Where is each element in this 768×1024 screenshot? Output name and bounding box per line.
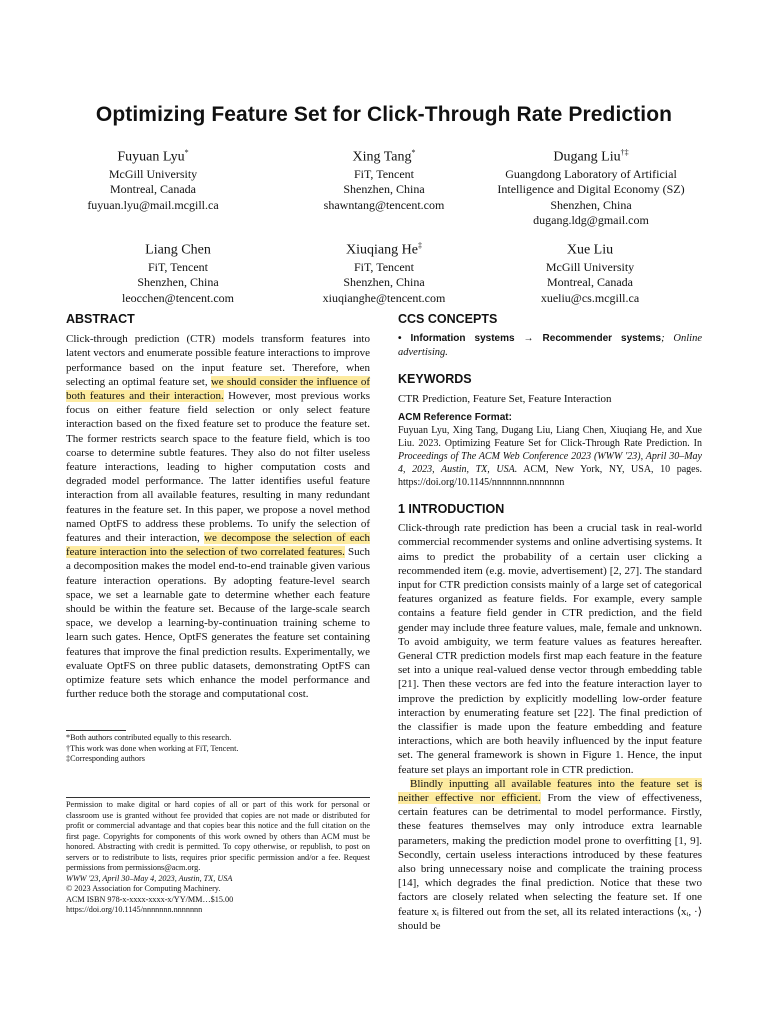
paper-title: Optimizing Feature Set for Click-Through Rate Prediction [95, 103, 673, 126]
author-name: Liang Chen [145, 242, 211, 258]
author-affiliation: FiT, Tencent [353, 259, 415, 274]
author-affiliation: FiT, Tencent [353, 166, 415, 181]
keywords-heading: KEYWORDS [398, 372, 472, 386]
author-name: Xue Liu [566, 242, 614, 258]
abstract-section [66, 312, 370, 701]
author-location: Montreal, Canada [547, 275, 633, 290]
copyright-line: © 2023 Association for Computing Machinery. [66, 884, 221, 893]
ccs-section [398, 312, 702, 360]
permission-text: Permission to make digital or hard copies of all or part of this work for personal or classroom use is granted without fee provided that copies are not made or distributed for profit or commercial advantage and that copies bear this notice and the full citation on the first page. Copyrights for components of this work owned by others than ACM must be honored. Abstracting with credit is permitted. To copy otherwise, or republish, to post on servers or to redistribute to lists, requires prior specific permission and/or a fee. Request permissions from permissions@acm.org. [66, 800, 370, 872]
acm-reference [398, 411, 702, 489]
isbn-line: ACM ISBN 978-x-xxxx-xxxx-x/YY/MM…$15.00 [66, 894, 234, 904]
doi-line: https://doi.org/10.1145/nnnnnnn.nnnnnnn [66, 905, 203, 914]
author-1 [33, 144, 273, 213]
intro-paragraph-1: Click-through rate prediction has been a crucial task in real-world commercial recommender systems and online advertising systems. It aims to predict the probability of a certain user clicking a recommended item (e.g. movie, advertisement) [2, 27]. The standard input for CTR prediction consists mainly of a large set of categorical features organized as feature fields. For example, every sample contains a feature field gender in CTR prediction, and the field gender may include three feature values, male, female and unknown. To avoid ambiguity, we term feature values as features hereafter. General CTR prediction models first map each feature in the feature set into a unique real-valued dense vector through embedding table [21]. Then these vectors are fed into the feature interaction layer to improve the prediction by explicitly modelling low-order feature interaction by enumerating feature set [22]. The final prediction of the classifier is made upon the feature embedding and feature interactions, which are both heavily influenced by the input feature set. The general framework is shown in Figure 1. Hence, the input feature set plays an important role in CTR prediction. [398, 522, 702, 776]
author-email: xueliu@cs.mcgill.ca [540, 290, 640, 305]
keywords-text: CTR Prediction, Feature Set, Feature Interaction [398, 393, 612, 406]
permission-rule [66, 797, 370, 798]
author-6 [470, 237, 710, 306]
author-location: Shenzhen, China [343, 182, 425, 197]
author-email: dugang.ldg@gmail.com [533, 213, 649, 228]
acm-ref-heading: ACM Reference Format: [398, 412, 512, 423]
ccs-text: • Information systems → Recommender systems; Online advertising. [398, 333, 702, 359]
footnote-rule [66, 730, 126, 731]
acm-ref-text: Fuyuan Lyu, Xing Tang, Dugang Liu, Liang Chen, Xiuqiang He, and Xue Liu. 2023. Optimizing Feature Set for Click-Through Rate Prediction. In Proceedings of The ACM Web Conference 2023 (WWW '23), April 30–May 4, 2023, Austin, TX, USA. ACM, New York, NY, USA, 10 pages. https://doi.org/10.1145/nnnnnnn.nnnnnnn [398, 425, 702, 488]
author-email: leocchen@tencent.com [122, 290, 234, 305]
footnote: *Both authors contributed equally to this research. [66, 733, 232, 742]
author-3 [461, 144, 721, 229]
author-email: xiuqianghe@tencent.com [322, 290, 446, 305]
highlight: we decompose the selection of each feature interaction into the selection of two correlated features. [66, 532, 370, 559]
author-4 [58, 237, 298, 306]
introduction-section [398, 502, 702, 933]
abstract-text: Click-through prediction (CTR) models transform features into latent vectors and enumerate possible feature interactions to improve performance based on the input feature set. Therefore, when selecting an optimal feature set, we should consider the influence of both features and their interaction. However, most previous works focus on either feature field selection or only select feature interaction based on the fixed feature set to produce the feature set. The former restricts search space to the feature field, which is too coarse to determine subtle features. They also do not filter useless feature interactions, leading to higher computation costs and degraded model performance. The latter identifies useful feature interaction from all available features, resulting in many redundant features in the feature set. In this paper, we propose a novel method named OptFS to address these problems. To unify the selection of features and their interaction, we decompose the selection of each feature interaction into the selection of two correlated features. Such a decomposition makes the model end-to-end trainable given various feature interaction operations. By adopting feature-level search space, we set a learnable gate to determine whether each feature should be within the feature set. Because of the large-scale search space, we develop a learning-by-continuation training scheme to learn such gates. Hence, OptFS generates the feature set containing features that improve the final prediction results. Experimentally, we evaluate OptFS on three public datasets, demonstrating OptFS can optimize feature sets which enhance the model performance and further reduce both the storage and computational cost. [66, 333, 371, 701]
author-email: fuyuan.lyu@mail.mcgill.ca [87, 197, 219, 212]
conference-line: WWW '23, April 30–May 4, 2023, Austin, TX, USA [66, 873, 233, 883]
ccs-heading: CCS CONCEPTS [398, 312, 498, 326]
author-email: shawntang@tencent.com [323, 197, 445, 212]
abstract-heading: ABSTRACT [66, 312, 135, 326]
author-location: Shenzhen, China [550, 197, 632, 212]
footnotes [66, 733, 370, 765]
author-name: Fuyuan Lyu* [117, 148, 189, 165]
intro-heading: 1 INTRODUCTION [398, 502, 505, 516]
author-affiliation-2: Intelligence and Digital Economy (SZ) [497, 182, 685, 197]
author-affiliation: McGill University [545, 259, 635, 274]
author-location: Shenzhen, China [343, 275, 425, 290]
author-location: Shenzhen, China [137, 275, 219, 290]
author-location: Montreal, Canada [110, 182, 196, 197]
author-affiliation: Guangdong Laboratory of Artificial [505, 166, 677, 181]
author-affiliation: FiT, Tencent [147, 259, 209, 274]
keywords-section [398, 372, 702, 406]
author-affiliation: McGill University [108, 166, 198, 181]
footnote: ‡Corresponding authors [66, 754, 145, 763]
footnote: †This work was done when working at FiT, Tencent. [66, 743, 239, 753]
highlight: Blindly inputting all available features into the feature set is neither effective nor efficient. [398, 777, 702, 805]
author-name: Xiuqiang He‡ [346, 241, 422, 258]
author-5 [264, 237, 504, 306]
highlight: we should consider the influence of both features and their interaction. [66, 375, 370, 403]
author-name: Dugang Liu†‡ [553, 148, 629, 165]
author-name: Xing Tang* [352, 148, 416, 165]
permission-block [66, 800, 370, 916]
intro-paragraph-2: Blindly inputting all available features into the feature set is neither effective nor efficient. From the view of effectiveness, certain features can be detrimental to model performance. Firstly, these features themselves may only introduce extra learnable parameters, making the prediction model prone to overfitting [1, 9]. Secondly, certain useless interactions introduced by these features also bring unnecessary noise and complicate the training process [14], which degrades the final prediction. Notice that these two factors are closely related when selecting the feature set. If one feature xᵢ is filtered out from the set, all its related interactions ⟨xᵢ, ·⟩ should be [398, 777, 702, 932]
